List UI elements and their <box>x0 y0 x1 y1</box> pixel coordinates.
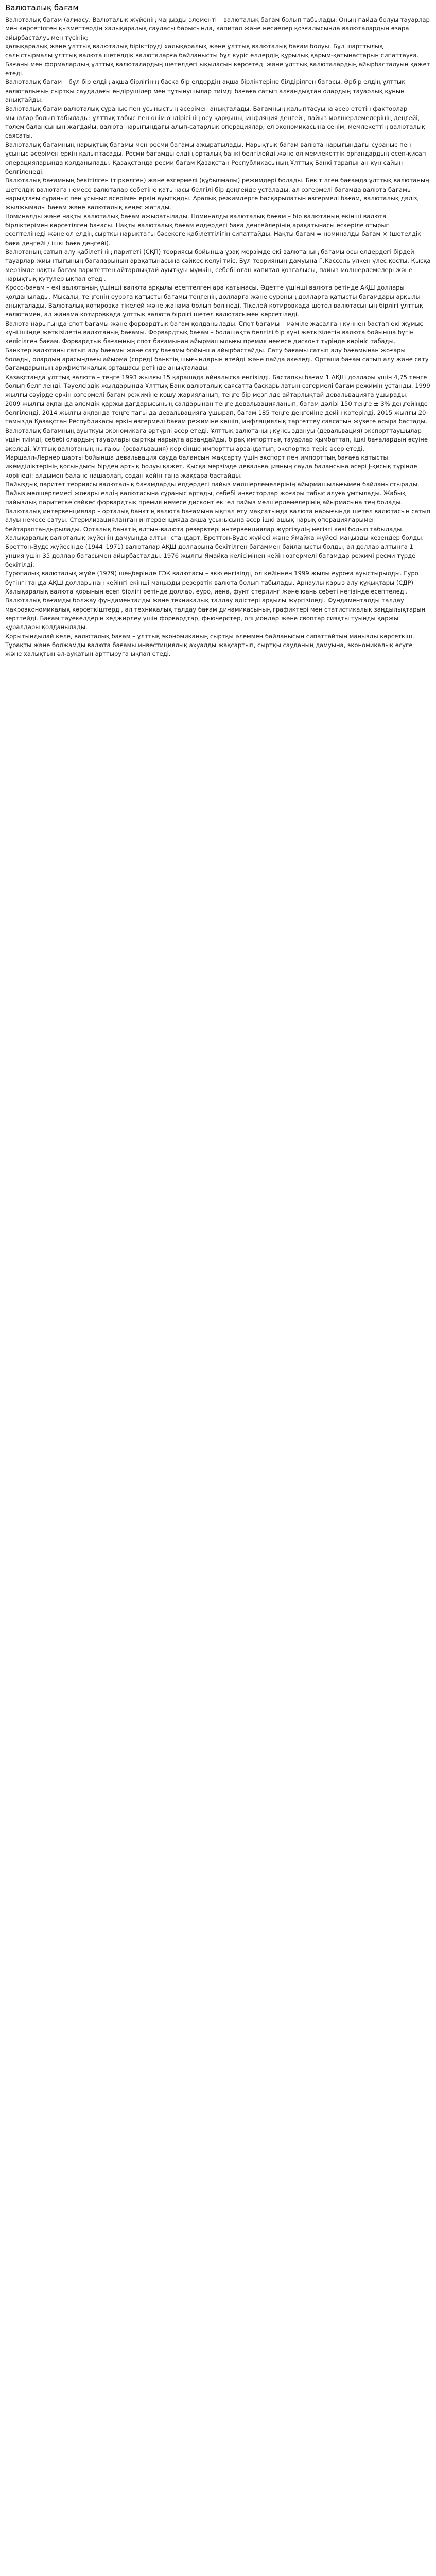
paragraph: Валюта нарығында спот бағамы және форвардтық бағам қолданылады. Спот бағамы – мәміле жасалған күннен бастап екі жұмыс күні ішінде жеткізілетін валютаның бағамы. Форвардтық бағам – болашақта белгілі бір күні жеткізілетін валюта бойынша бүгін келісілген бағам. Форвардтық бағамның спот бағамынан айырмашылығы премия немесе дисконт түрінде көрініс табады. <box>5 319 423 345</box>
paragraph: Қорытындылай келе, валюталық бағам – ұлттық экономиканың сыртқы әлеммен байланысын сипаттайтын маңызды көрсеткіш. Тұрақты және болжамды валюта бағамы инвестициялық ахуалды жақсартып, сыртқы сауданың дамуына, экономикалық өсуге және халықтың әл-ауқатын арттыруға ықпал етеді. <box>5 632 414 658</box>
paragraph: Қазақстанда ұлттық валюта – теңге 1993 жылғы 15 қарашада айналысқа енгізілді. Бастапқы бағам 1 АҚШ доллары үшін 4,75 теңге болып белгіленді. Тәуелсіздік жылдарында Ұлттық Банк валюталық саясатта басқарылатын өзгермелі бағам режимін ұстанды. 1999 жылғы сәуірде еркін өзгермелі бағам режиміне көшу жарияланып, теңге бір мезгілде айтарлықтай девальвацияға ұшырады. <box>5 373 430 399</box>
paragraph: Валюталық бағам валюталық сұраныс пен ұсыныстың әсерімен анықталады. Бағамның қалыптасуына әсер ететін факторлар мыналар болып табылады: ұлттық табыс пен өнім өндірісінің өсу қарқыны, инфляция деңгейі, пайыз мөлшерлемелерінің деңгейі, төлем балансының жағдайы, валюта нарығындағы алып-сатарлық операциялар, ел экономикасына сенім, мемлекеттің валюталық саясаты. <box>5 105 425 140</box>
paragraph: ҳалықаралық және ұлттық валюталық біріктіруді халықаралық және ұлттық валюталық бағам болуы. Бұл шарттылық салыстырмалы ұлттық валюта шетелдік валюталарға байланысты бұл күріс елдердің құрылық қарым-қатынастарын сипаттауға. Бағаны мен формалардың ұлттық валюталардың шетелдегі ықыласын көрсетеді және ұлттық валюталардың айырбасталуын қажет етеді. <box>5 43 430 77</box>
paragraph: Валюталық бағам (алмасу. Валюталық жүйенің маңызды элементі – валюталық бағам болып табылады. Оның пайда болуы тауарлар мен көрсетілген қызметтердің халықаралық саудасы барысында, капитал және несиелер қозғалысында валюталардың өзара айырбасталуымен түсінік; <box>5 16 430 41</box>
article-body <box>5 15 431 659</box>
paragraph: Валюталық бағамның бекітілген (тіркелген) және өзгермелі (құбылмалы) режимдері болады. Бекітілген бағамда ұлттық валютаның шетелдік валютаға немесе валюталар себетіне қатынасы белгілі бір деңгейде ұсталады, ал өзгермелі бағамда валюта бағамы нарықтағы сұраныс пен ұсыныс әсерімен еркін ауытқиды. Аралық режимдерге басқарылатын өзгермелі бағам, валюталық дәліз, жылжымалы бағам және валюталық кеңес жатады. <box>5 177 429 211</box>
paragraph: Халықаралық валюталық жүйенің дамуында алтын стандарт, Бреттон-Вудс жүйесі және Ямайка жүйесі маңызды кезеңдер болды. Бреттон-Вудс жүйесінде (1944–1971) валюталар АҚШ долларына бекітілген бағаммен байланысты болды, ал доллар алтынға 1 унция үшін 35 доллар бағасымен айырбасталды. 1976 жылғы Ямайка келісімінен кейін өзгермелі бағамдар режимі ресми түрде бекітілді. <box>5 534 424 568</box>
article <box>0 0 436 659</box>
paragraph: Валюталық интервенциялар – орталық банктің валюта бағамына ықпал ету мақсатында валюта нарығында шетел валютасын сатып алуы немесе сатуы. Стерилизацияланған интервенцияда ақша ұсынысына әсер ішкі ашық нарық операцияларымен бейтараптандырылады. Орталық банктің алтын-валюта резервтері интервенциялар жүргізудің негізгі көзі болып табылады. <box>5 507 431 533</box>
article-title: Валюталық бағам <box>5 3 79 12</box>
paragraph: Валюталық бағам – бұл бір елдің ақша бірлігінің басқа бір елдердің ақша бірліктеріне білдірілген бағасы. Әрбір елдің ұлттық валюталығын сыртқы саудадағы өндірушілер мен тұтынушылар тиімді бағаға сатып алғандықтан олардың тауарлық құнын анықтайды. <box>5 78 406 104</box>
paragraph: Валюталық бағамның ауытқуы экономикаға әртүрлі әсер етеді. Ұлттық валютаның құнсыздануы (девальвация) экспорттаушылар үшін тиімді, себебі олардың тауарлары сыртқы нарықта арзандайды, бірақ импорттық тауарлар қымбаттап, ішкі бағалардың өсуіне әкеледі. Ұлттық валютаның нығаюы (ревальвация) керісінше импортты арзандатып, экспортқа теріс әсер етеді. <box>5 427 428 452</box>
paragraph: Маршалл-Лернер шарты бойынша девальвация сауда балансын жақсарту үшін экспорт пен импорттың бағаға қатысты икемділіктерінің қосындысы бірден артық болуы қажет. Қысқа мерзімде девальвацияның сауда балансына әсері J-қисық түрінде көрінеді: алдымен баланс нашарлап, содан кейін ғана жақсара бастайды. <box>5 453 417 479</box>
paragraph: Пайыздық паритет теориясы валюталық бағамдарды елдердегі пайыз мөлшерлемелерінің айырмашылығымен байланыстырады. Пайыз мөлшерлемесі жоғары елдің валютасына сұраныс артады, себебі инвесторлар жоғары табыс алуға ұмтылады. Жабық пайыздық паритетке сәйкес форвардтық премия немесе дисконт екі ел пайыз мөлшерлемелерінің айырмасына тең болады. <box>5 480 420 506</box>
paragraph: Валюталық бағамның нарықтық бағамы мен ресми бағамы ажыратылады. Нарықтық бағам валюта нарығындағы сұраныс пен ұсыныс әсерімен еркін қалыптасады. Ресми бағамды елдің орталық банкі белгілейді және ол мемлекеттік органдардың есеп-қисап операцияларында қолданылады. Қазақстанда ресми бағам Қазақстан Республикасының Ұлттық Банкі тарапынан күн сайын белгіленеді. <box>5 141 426 175</box>
paragraph: Валютаның сатып алу қабілетінің паритеті (СҚП) теориясы бойынша ұзақ мерзімде екі валютаның бағамы осы елдердегі бірдей тауарлар жиынтығының бағаларының арақатынасына сәйкес келуі тиіс. Бұл теорияның дамуына Г.Кассель үлкен үлес қосты. Қысқа мерзімде нақты бағам паритеттен айтарлықтай ауытқуы мүмкін, себебі оған капитал қозғалысы, пайыз мөлшерлемелері және нарықтық күтулер ықпал етеді. <box>5 248 431 282</box>
paragraph: 2009 жылғы ақпанда әлемдік қаржы дағдарысының салдарынан теңге девальвацияланып, бағам дәлізі 150 теңге ± 3% деңгейінде белгіленді. 2014 жылғы ақпанда теңге тағы да девальвацияға ұшырап, бағам 185 теңге деңгейіне дейін көтерілді. 2015 жылғы 20 тамызда Қазақстан Республикасы еркін өзгермелі бағам режиміне көшіп, инфляциялық таргеттеу саясатын жүзеге асыра бастады. <box>5 400 428 426</box>
paragraph: Валюталық бағамды болжау фундаменталды және техникалық талдау әдістері арқылы жүргізіледі. Фундаменталды талдау макроэкономикалық көрсеткіштерді, ал техникалық талдау бағам динамикасының графиктері мен статистикалық заңдылықтарын зерттейді. Бағам тәуекелдерін хеджирлеу үшін форвардтар, фьючерстер, опциондар және своптар сияқты туынды қаржы құралдары қолданылады. <box>5 597 426 631</box>
paragraph: Еуропалық валюталық жүйе (1979) шеңберінде ЕЭК валютасы – экю енгізілді, ол кейіннен 1999 жылы еуроға ауыстырылды. Еуро бүгінгі таңда АҚШ долларынан кейінгі екінші маңызды резервтік валюта болып табылады. Арнаулы қарыз алу құқықтары (СДР) Халықаралық валюта қорының есеп бірлігі ретінде доллар, еуро, иена, фунт стерлинг және юань себеті негізінде есептеледі. <box>5 570 418 595</box>
paragraph: Номиналды және нақты валюталық бағам ажыратылады. Номиналды валюталық бағам – бір валютаның екінші валюта бірліктерімен көрсетілген бағасы. Нақты валюталық бағам елдердегі баға деңгейлерінің арақатынасы ескеріле отырып есептелінеді және ол елдің сыртқы нарықтағы бәсекеге қабілеттілігін сипаттайды. Нақты бағам = номиналды бағам × (шетелдік баға деңгейі / ішкі баға деңгейі). <box>5 212 422 247</box>
paragraph: Банктер валютаны сатып алу бағамы және сату бағамы бойынша айырбастайды. Сату бағамы сатып алу бағамынан жоғары болады, олардың арасындағы айырма (спред) банктің шығындарын өтейді және пайда әкеледі. Орташа бағам сатып алу және сату бағамдарының арифметикалық орташасы ретінде анықталады. <box>5 346 429 372</box>
paragraph: Кросс-бағам – екі валютаның үшінші валюта арқылы есептелген ара қатынасы. Әдетте үшінші валюта ретінде АҚШ доллары қолданылады. Мысалы, теңгенің еуроға қатысты бағамы теңгенің долларға және еуроның долларға қатысты бағамдары арқылы анықталады. Валюталық котировка тікелей және жанама болып бөлінеді. Тікелей котировкада шетел валютасының бірлігі ұлттық валютамен, ал жанама котировкада ұлттық валюта бірлігі шетел валютасымен көрсетіледі. <box>5 284 423 318</box>
